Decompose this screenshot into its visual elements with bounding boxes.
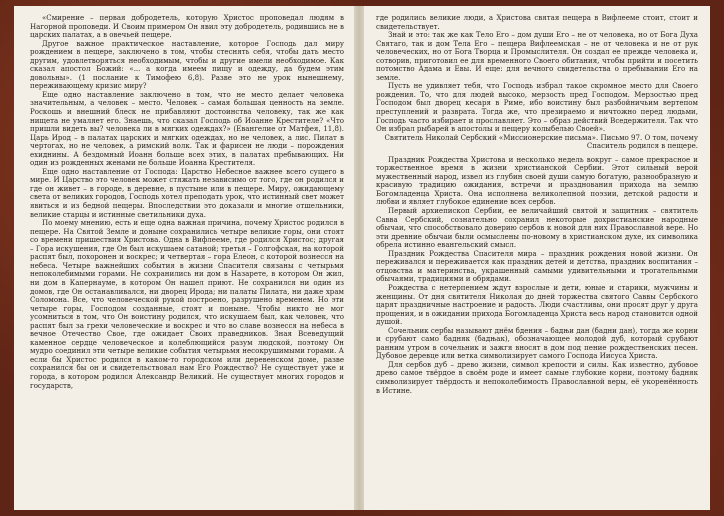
paragraph: По моему мнению, есть и еще одна важная причина, почему Христос родился в пещере. На Святой Земле и доныне сохранились четыре великие горы, они стоят со времени пришествия Христова. Одна в Вифлееме, где родился Христос; другая – Гора искушения, где Он был искушаем сатаной; третья – Голгофская, на которой распят был, похоронен и воскрес; и четвертая – гора Елеон, с которой вознесся на небеса. Четыре важнейших события в жизни Спасителя связаны с четырьмя непоколебимыми горами. Не сохранились ни дом в Назарете, в котором Он жил, ни дом в Капернауме, в котором Он нашел приют. Не сохранился ни один из домов, где Он останавливался, ни дворец Ирода; ни палаты Пилата, ни даже храм Соломона. Все, что человеческой рукой построено, разрушено временем. Но эти четыре горы, Господом созданные, стоят и поныне. Чтобы никто не мог усомниться в том, что Он воистину родился, что искушаем был, как человек, что распят был за грехи человеческие и воскрес и что во славе вознесся на небеса в вечное Отечество Свое, где ожидает Своих праведников. Зная Всеведущий каменное сердце человеческое и колеблющийся разум людской, поэтому Он мудро соединил эти четыре великие события четырьмя несокрушимыми горами. А если бы Христос родился в каком-то городском или деревенском доме, разве сохранился бы он и свидетельствовал нам Его Рождество? Не существует уже и города, в котором родился Александр Великий. Не существует многих городов и государств,	[30, 218, 344, 390]
paragraph: Еще одно наставление от Господа: Царство Небесное важнее всего сущего в мире. И Царство это человек может стяжать независимо от того, где он родился и где он живет – в городе, в деревне, в пустыне или в пещере. Миру, ожидающему света от великих городов, Господь хотел преподать урок, что истинный свет может явиться и из бедной пещеры. Впоследствии это доказали и многие отшельники, великие старцы и истинные светильники духа.	[30, 166, 344, 219]
citation: Святитель Николай Сербский «Миссионерские письма». Письмо 97. О том, почему Спаситель родился в пещере.	[384, 132, 698, 151]
paragraph: Другое важное практическое наставление, которое Господь дал миру рождением в пещере, заключено в том, чтобы стеснять себя, чтобы дать место другим, удовлетворяться необходимым, чтобы и другие имели необходимое. Как сказал апостол Божий: «... а когда имеем пищу и одежду, да будем этим довольны». (1 послание к Тимофею 6,8). Разве это не урок нынешнему, переживающему кризис миру?	[30, 38, 344, 91]
paragraph: Знай и это: так же как Тело Его – дом души Его – не от человека, но от Бога Духа Святаго, так и дом Тела Его – пещера Вифлеемская – не от человека и не от рук человеческих, но от Бога Творца и Промыслителя. Он создал ее прежде человека и, сотворив, приготовил ее для временного Своего обитания, чтобы прийти и посетить потомство Адама и Евы. И еще: для вечного свидетельства о пребывании Его на земле.	[376, 30, 698, 82]
paragraph: Еще одно наставление заключено в том, что не место делает человека значительным, а человек – место. Человек – самая большая ценность на земле. Роскошь и внешний блеск не прибавляют достоинства человеку, так же как нищета не умаляет его. Знаешь, что сказал Господь об Иоанне Крестителе? «Что пришли видеть вы? человека ли в мягких одеждах?» (Евангелие от Матфея, 11,8). Царь Ирод – в палатах царских и мягких одеждах, но не человек, а лис. Пилат в чертогах, но не человек, а римский волк. Так и фарисеи не люди – порождения ехиднины. А бездомный Иоанн больше всех этих, в палатах пребывающих. Ни один из рожденных женами не больше Иоанна Крестителя.	[30, 89, 344, 168]
paragraph: Рождества с нетерпением ждут взрослые и дети, юные и старики, мужчины и женщины. От дня святителя Николая до дней торжества святого Саввы Сербского царят праздничные настроение и радость. Люди счастливы, они просят друг у друга прощения, и в ожидании прихода Богомладенца Христа весь народ становится одной душой.	[376, 282, 698, 327]
paragraph: Праздник Рождества Спасителя мира – праздник рождения новой жизни. Он переживался и переживается как праздник детей и детства, праздник воспитания – отцовства и материнства, украшенный самыми удивительными и трогательными обычаями, традициями и обрядами.	[376, 248, 698, 284]
paragraph: Сочельник сербы называют днём бдения – бадњи дан (бадни дан), тогда же корни и срубают само бадняк (бадњак), обозначающее молодой дуб, который срубают ранним утром в сочельник и зажгя вносят в дом под пение рождественских песен. Дубовое деревце или ветка символизирует самого Господа Иисуса Христа.	[376, 325, 698, 361]
paragraph: Для сербов дуб – древо жизни, символ крепости и силы. Как известно, дубовое древо самое твёрдое в своём роде и имеет самые глубокие корни, поэтому бадняк символизирует твёрдость и непоколебимость Православной веры, её укоренённость в Истине.	[376, 359, 698, 395]
paragraph: Пусть не удивляет тебя, что Господь избрал такое скромное место для Своего рождения. То, что для людей высоко, мерзость пред Господом. Мерзостью пред Господом был дворец кесаря в Риме, ибо воистину был разбойничьим вертепом преступлений и разврата. Тогда же, что презираемо и ничтожно перед людьми, Господь часто избирает и прославляет. Это – образ действий Вседержителя. Так что Он избрал рыбарей в апостолы и пещеру колыбелью Своей».	[376, 81, 698, 134]
paragraph: Первый архиепископ Сербии, ее величайший святой и защитник – святитель Савва Сербский, сознательно сохранил некоторые дохристианские народные обычаи, что способствовало доверию сербов к новой для них Православной вере. Но эти древние обычаи были осмыслены по-новому в христианском духе, их символика обрела истинно евангельский смысл.	[376, 206, 698, 250]
paragraph: «Смирение – первая добродетель, которую Христос проповедал людям в Нагорной проповеди. И Своим примером Он явил эту добродетель, родившись не в царских палатах, а в овечьей пещере.	[30, 13, 344, 40]
left-page	[14, 6, 354, 510]
right-page	[364, 6, 710, 510]
paragraph: Праздник Рождества Христова и несколько недель вокруг – самое прекрасное и торжественное время в жизни христианской Сербии. Этот сильный верой мужественный народ, извел из глубин своей души самую богатую, разнообразную и красивую традицию ожидания, встречи и празднования прихода на землю Богомладенца Христа. Она исполнена великолепной поэзии, детской радости и любви и являет глубокое единение всех сербов.	[376, 154, 698, 207]
paragraph: где родились великие люди, а Христова святая пещера в Вифлееме стоит, стоит и свидетельствует.	[376, 13, 698, 31]
